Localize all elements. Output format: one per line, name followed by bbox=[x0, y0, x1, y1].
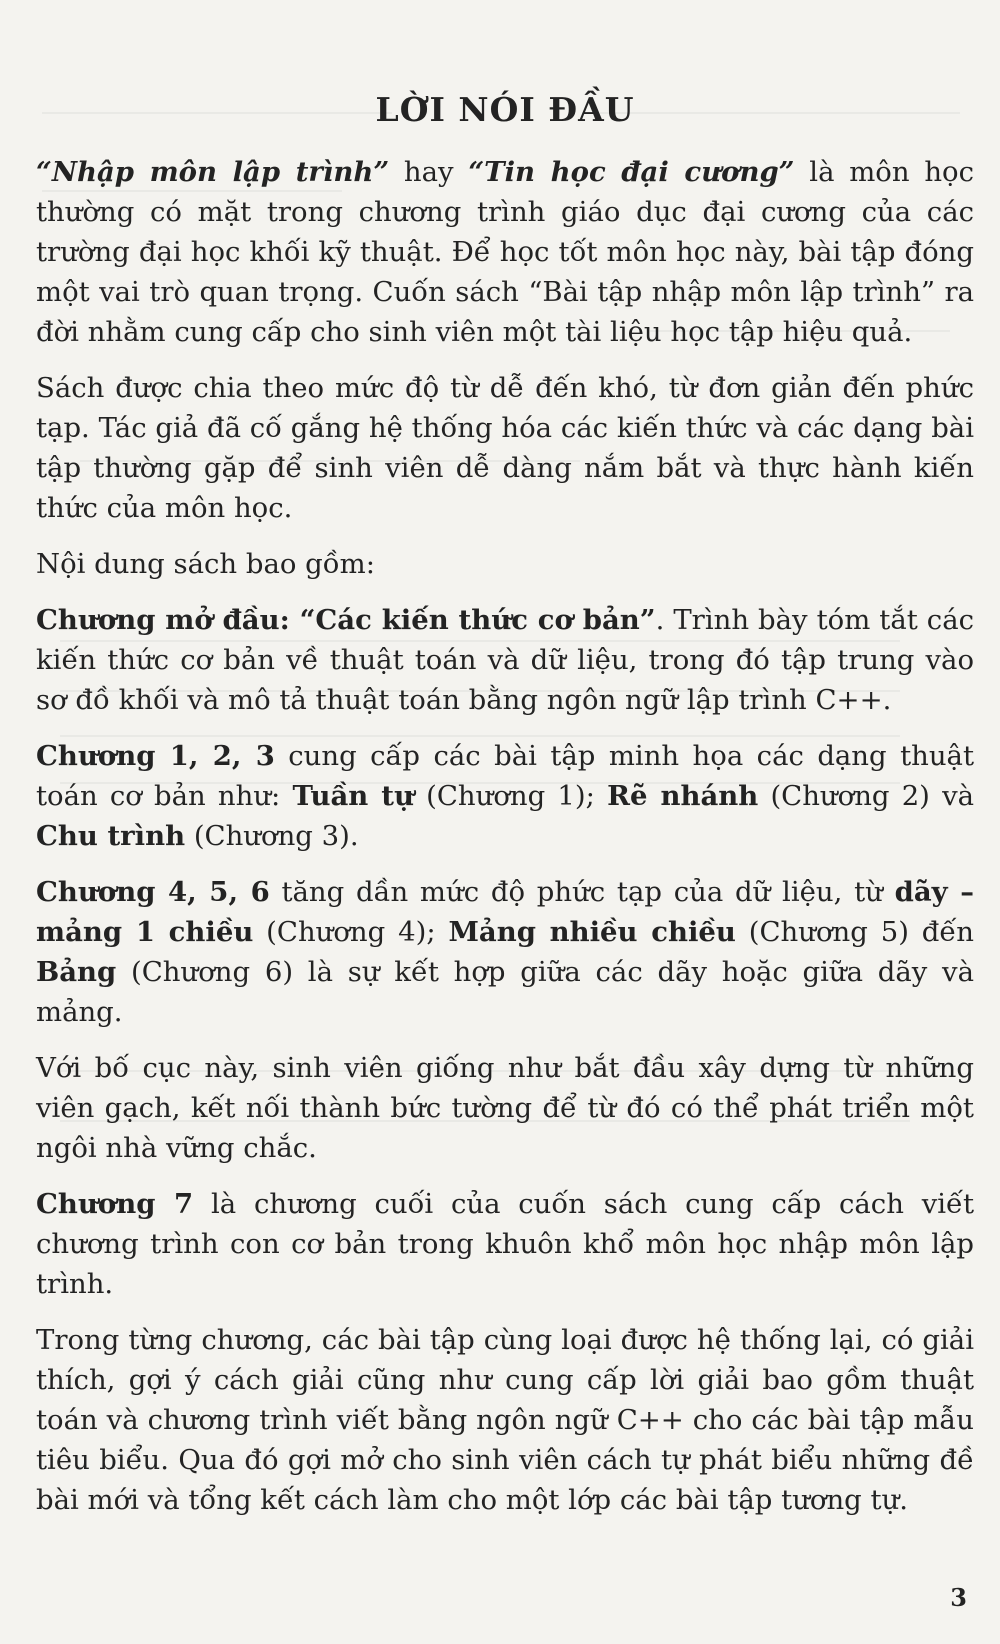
paragraph-opening-chapter bbox=[36, 600, 974, 720]
page-number: 3 bbox=[950, 1583, 967, 1612]
paragraph-chapters-1-3 bbox=[36, 736, 974, 856]
chapter-7-label: Chương 7 bbox=[36, 1188, 194, 1220]
paragraph-contents-intro: Nội dung sách bao gồm: bbox=[36, 548, 375, 580]
chapters-1-3-branching: Rẽ nhánh bbox=[607, 780, 759, 812]
intro-text-2: là môn học thường có mặt trong chương trình giáo dục đại cương của các trường đại học khối kỹ thuật. Để học tốt môn học này, bài tập đóng một vai trò quan trọng. Cuốn sách “Bài tập nhập môn lập trình” ra đời nhằm cung cấp cho sinh viên một tài liệu học tập hiệu quả. bbox=[36, 156, 974, 348]
course-name-1: “Nhập môn lập trình” bbox=[36, 156, 390, 188]
chapters-4-6-matrix: Mảng nhiều chiều bbox=[448, 916, 736, 948]
chapters-1-3-text-3: (Chương 2) và bbox=[758, 780, 975, 812]
chapters-1-3-text-1: cung cấp các bài tập minh họa các dạng thuật toán cơ bản như: bbox=[36, 740, 974, 812]
document-body bbox=[36, 90, 974, 1536]
chapters-4-6-text-1: tăng dần mức độ phức tạp của dữ liệu, từ bbox=[269, 876, 895, 908]
chapters-1-3-text-4: (Chương 3). bbox=[185, 820, 359, 852]
chapters-4-6-array: dãy – mảng 1 chiều bbox=[36, 876, 974, 948]
chapters-1-3-text-2: (Chương 1); bbox=[413, 780, 608, 812]
intro-paragraph bbox=[36, 152, 974, 352]
course-name-2: “Tin học đại cương” bbox=[468, 156, 795, 188]
chapters-4-6-label: Chương 4, 5, 6 bbox=[36, 876, 270, 908]
paragraph-exercise-approach: Trong từng chương, các bài tập cùng loại được hệ thống lại, có giải thích, gợi ý cách giải cũng như cung cấp lời giải bao gồm thuật toán và chương trình viết bằng ngôn ngữ C++ cho các bài tập mẫu tiêu biểu. Qua đó gợi mở cho sinh viên cách tự phát biểu những đề bài mới và tổng kết cách làm cho một lớp các bài tập tương tự. bbox=[36, 1324, 974, 1516]
page-title: LỜI NÓI ĐẦU bbox=[375, 90, 635, 129]
chapter-7-text: là chương cuối của cuốn sách cung cấp cách viết chương trình con cơ bản trong khuôn khổ môn học nhập môn lập trình. bbox=[36, 1188, 974, 1300]
chapters-4-6-text-4: (Chương 6) là sự kết hợp giữa các dãy hoặc giữa dãy và mảng. bbox=[36, 956, 974, 1028]
chapters-4-6-table: Bảng bbox=[36, 956, 117, 988]
paragraph-chapters-4-6 bbox=[36, 872, 974, 1032]
chapters-1-3-sequential: Tuần tự bbox=[292, 780, 414, 812]
chapters-1-3-label: Chương 1, 2, 3 bbox=[36, 740, 275, 772]
paragraph-building-metaphor: Với bố cục này, sinh viên giống như bắt đầu xây dựng từ những viên gạch, kết nối thành bức tường để từ đó có thể phát triển một ngôi nhà vững chắc. bbox=[36, 1052, 974, 1164]
opening-chapter-title: Chương mở đầu: “Các kiến thức cơ bản” bbox=[36, 604, 656, 636]
opening-chapter-text: . Trình bày tóm tắt các kiến thức cơ bản về thuật toán và dữ liệu, trong đó tập trung vào sơ đồ khối và mô tả thuật toán bằng ngôn ngữ lập trình C++. bbox=[36, 604, 974, 716]
chapters-1-3-loop: Chu trình bbox=[36, 820, 186, 852]
intro-text-1: hay bbox=[389, 156, 469, 188]
chapters-4-6-text-3: (Chương 5) đến bbox=[735, 916, 975, 948]
chapters-4-6-text-2: (Chương 4); bbox=[253, 916, 449, 948]
paragraph-structure: Sách được chia theo mức độ từ dễ đến khó, từ đơn giản đến phức tạp. Tác giả đã cố gắng hệ thống hóa các kiến thức và các dạng bài tập thường gặp để sinh viên dễ dàng nắm bắt và thực hành kiến thức của môn học. bbox=[36, 372, 974, 524]
paragraph-chapter-7 bbox=[36, 1184, 974, 1304]
